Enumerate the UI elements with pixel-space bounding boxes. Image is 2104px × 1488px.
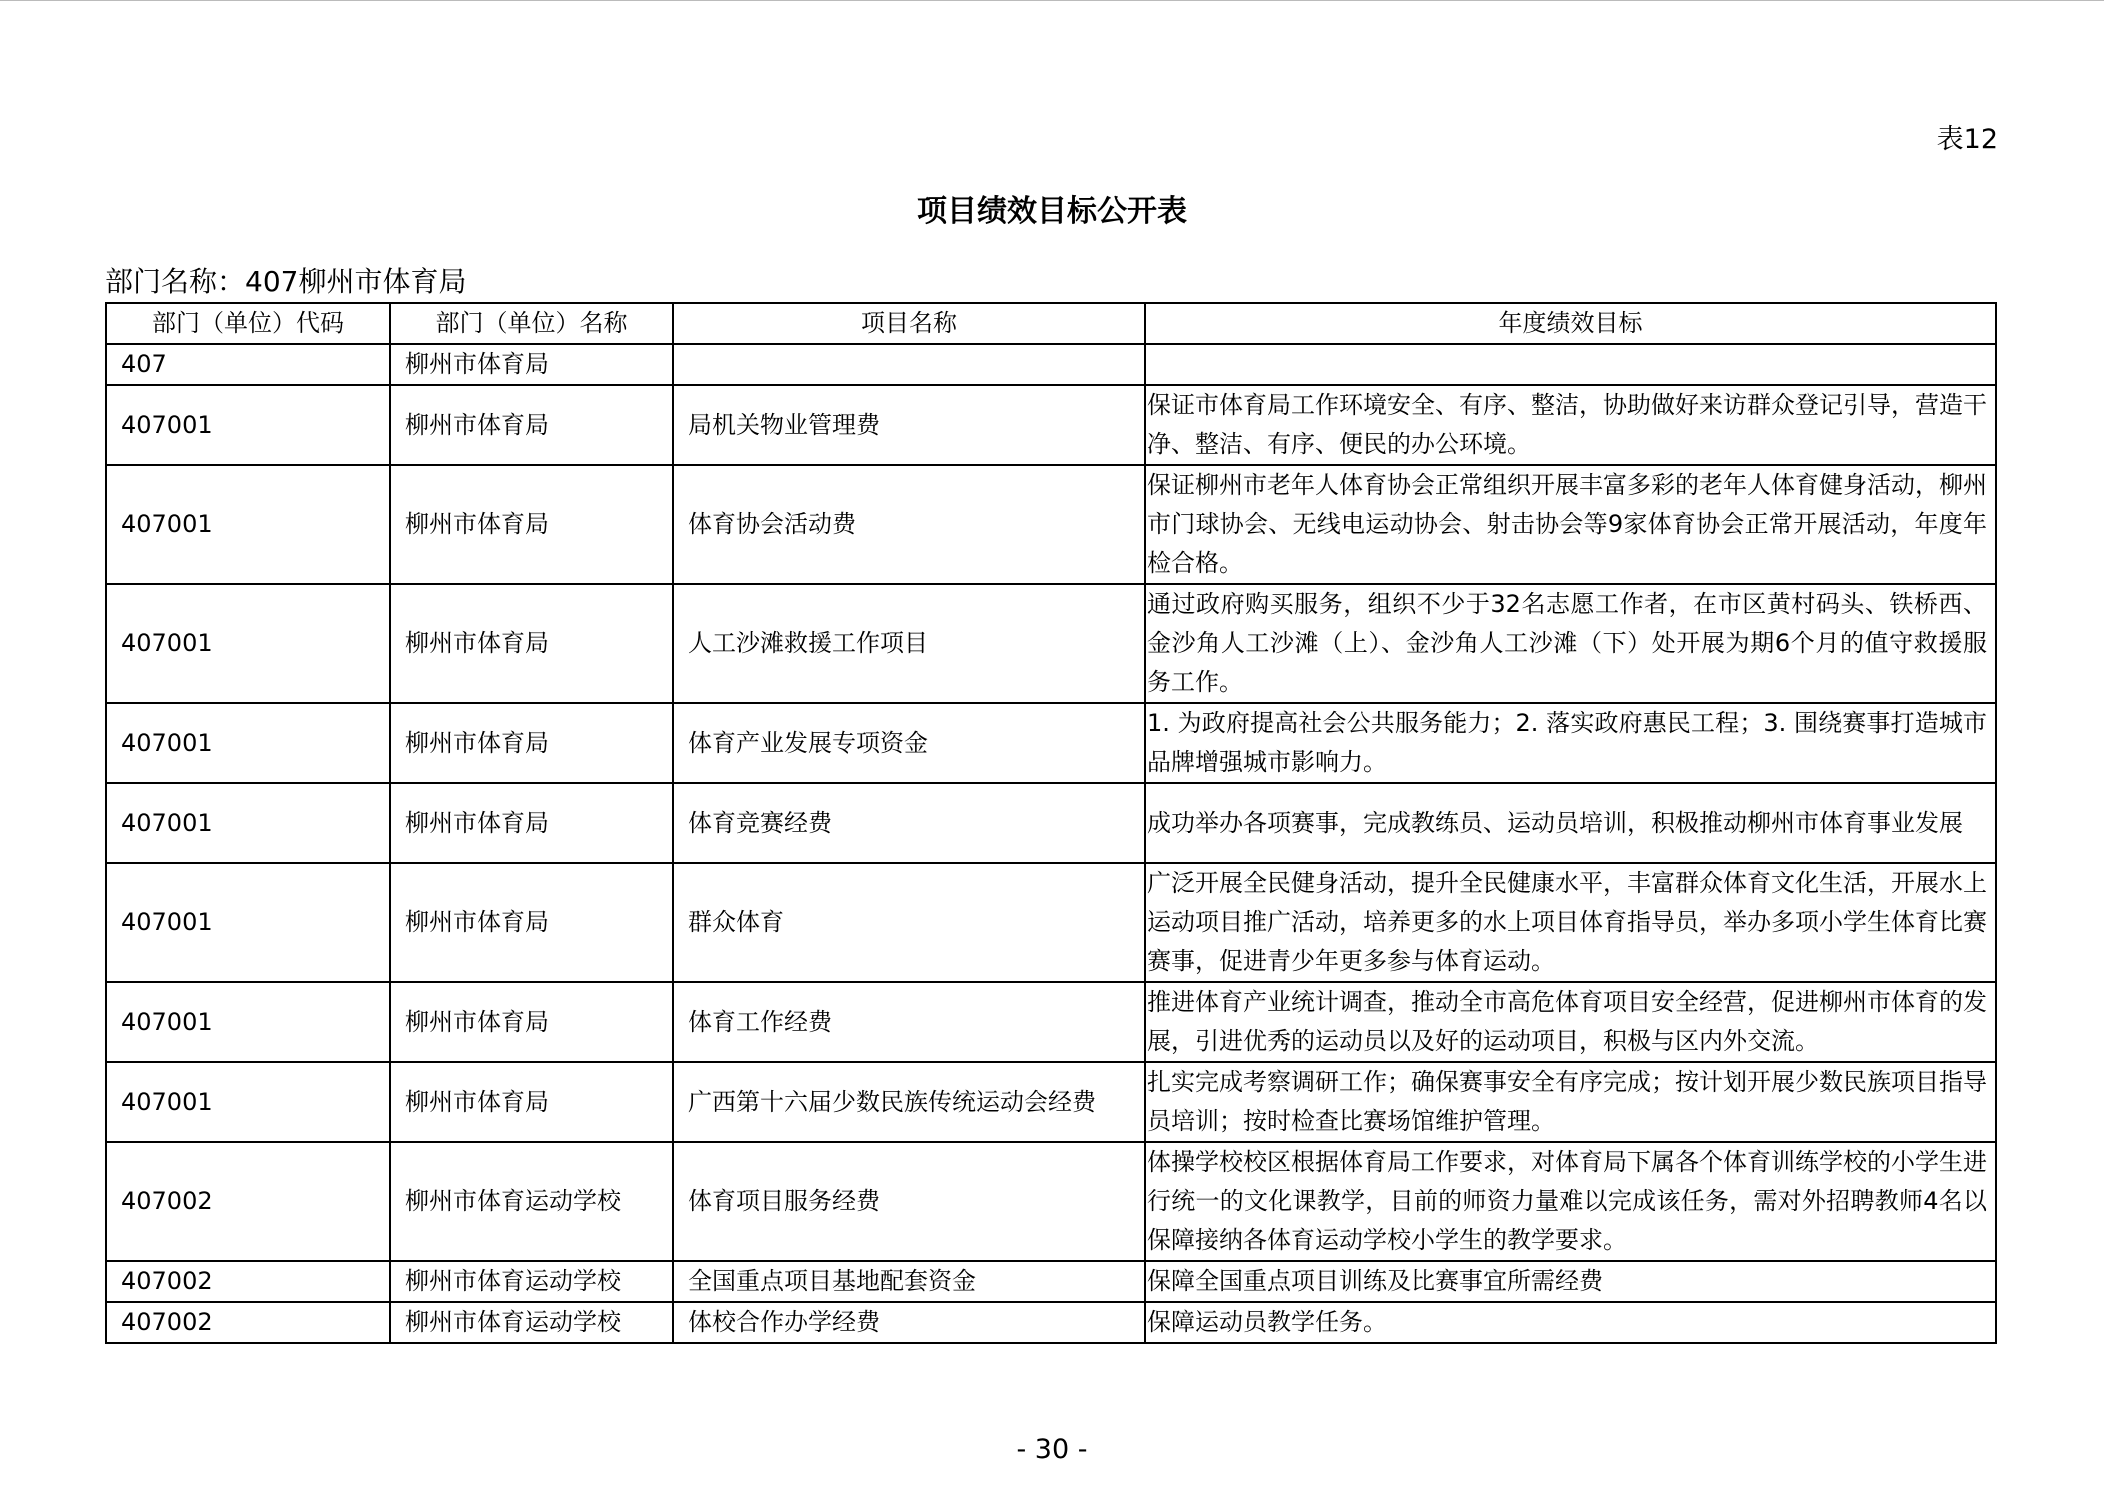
table-row	[106, 1302, 1996, 1343]
project-name-cell: 局机关物业管理费	[673, 385, 1145, 465]
header-dept-name: 部门（单位）名称	[390, 303, 673, 344]
dept-name-cell: 柳州市体育局	[390, 344, 673, 385]
table-row	[106, 584, 1996, 703]
project-name-cell: 群众体育	[673, 863, 1145, 982]
dept-name-cell: 柳州市体育局	[390, 783, 673, 863]
project-name-cell: 人工沙滩救援工作项目	[673, 584, 1145, 703]
annual-goal-cell: 保障运动员教学任务。	[1145, 1302, 1996, 1343]
annual-goal-cell: 通过政府购买服务，组织不少于32名志愿工作者，在市区黄村码头、铁桥西、金沙角人工沙滩（上）、金沙角人工沙滩（下）处开展为期6个月的值守救援服务工作。	[1145, 584, 1996, 703]
annual-goal-cell: 成功举办各项赛事，完成教练员、运动员培训，积极推动柳州市体育事业发展	[1145, 783, 1996, 863]
project-name-cell: 体育协会活动费	[673, 465, 1145, 584]
table-row	[106, 344, 1996, 385]
performance-table	[105, 302, 1997, 1344]
project-name-cell: 体育产业发展专项资金	[673, 703, 1145, 783]
annual-goal-cell: 保证柳州市老年人体育协会正常组织开展丰富多彩的老年人体育健身活动，柳州市门球协会、无线电运动协会、射击协会等9家体育协会正常开展活动，年度年检合格。	[1145, 465, 1996, 584]
dept-code-cell: 407002	[106, 1261, 390, 1302]
dept-code-cell: 407	[106, 344, 390, 385]
project-name-cell: 体育项目服务经费	[673, 1142, 1145, 1261]
page-number: - 30 -	[1016, 1434, 1088, 1465]
table-header-row	[106, 303, 1996, 344]
dept-name-cell: 柳州市体育局	[390, 385, 673, 465]
dept-code-cell: 407002	[106, 1302, 390, 1343]
dept-code-cell: 407002	[106, 1142, 390, 1261]
dept-name-cell: 柳州市体育运动学校	[390, 1261, 673, 1302]
table-row	[106, 1062, 1996, 1142]
dept-name-cell: 柳州市体育运动学校	[390, 1302, 673, 1343]
annual-goal-cell: 1. 为政府提高社会公共服务能力；2. 落实政府惠民工程；3. 围绕赛事打造城市品牌增强城市影响力。	[1145, 703, 1996, 783]
dept-code-cell: 407001	[106, 982, 390, 1062]
dept-code-cell: 407001	[106, 783, 390, 863]
dept-code-cell: 407001	[106, 465, 390, 584]
table-row	[106, 982, 1996, 1062]
page-top-rule	[0, 0, 2104, 1]
table-row	[106, 465, 1996, 584]
project-name-cell: 广西第十六届少数民族传统运动会经费	[673, 1062, 1145, 1142]
table-row	[106, 385, 1996, 465]
dept-name-cell: 柳州市体育局	[390, 863, 673, 982]
dept-name-cell: 柳州市体育局	[390, 465, 673, 584]
department-name: 部门名称：407柳州市体育局	[105, 265, 467, 298]
table-body	[106, 344, 1996, 1343]
table-row	[106, 863, 1996, 982]
dept-name-cell: 柳州市体育局	[390, 982, 673, 1062]
page-title: 项目绩效目标公开表	[917, 194, 1187, 229]
annual-goal-cell: 保障全国重点项目训练及比赛事宜所需经费	[1145, 1261, 1996, 1302]
annual-goal-cell	[1145, 344, 1996, 385]
annual-goal-cell: 保证市体育局工作环境安全、有序、整洁，协助做好来访群众登记引导，营造干净、整洁、有序、便民的办公环境。	[1145, 385, 1996, 465]
table-row	[106, 703, 1996, 783]
dept-name-cell: 柳州市体育局	[390, 584, 673, 703]
project-name-cell: 全国重点项目基地配套资金	[673, 1261, 1145, 1302]
annual-goal-cell: 广泛开展全民健身活动，提升全民健康水平，丰富群众体育文化生活，开展水上运动项目推广活动，培养更多的水上项目体育指导员，举办多项小学生体育比赛赛事，促进青少年更多参与体育运动。	[1145, 863, 1996, 982]
header-dept-code: 部门（单位）代码	[106, 303, 390, 344]
project-name-cell: 体校合作办学经费	[673, 1302, 1145, 1343]
table-number: 表12	[1936, 124, 1998, 155]
project-name-cell	[673, 344, 1145, 385]
dept-code-cell: 407001	[106, 584, 390, 703]
annual-goal-cell: 扎实完成考察调研工作；确保赛事安全有序完成；按计划开展少数民族项目指导员培训；按时检查比赛场馆维护管理。	[1145, 1062, 1996, 1142]
annual-goal-cell: 推进体育产业统计调查，推动全市高危体育项目安全经营，促进柳州市体育的发展，引进优秀的运动员以及好的运动项目，积极与区内外交流。	[1145, 982, 1996, 1062]
header-annual-goal: 年度绩效目标	[1145, 303, 1996, 344]
dept-code-cell: 407001	[106, 703, 390, 783]
dept-code-cell: 407001	[106, 385, 390, 465]
dept-name-cell: 柳州市体育局	[390, 1062, 673, 1142]
header-project-name: 项目名称	[673, 303, 1145, 344]
project-name-cell: 体育竞赛经费	[673, 783, 1145, 863]
dept-code-cell: 407001	[106, 1062, 390, 1142]
project-name-cell: 体育工作经费	[673, 982, 1145, 1062]
dept-name-cell: 柳州市体育运动学校	[390, 1142, 673, 1261]
table-row	[106, 783, 1996, 863]
dept-code-cell: 407001	[106, 863, 390, 982]
table-row	[106, 1142, 1996, 1261]
dept-name-cell: 柳州市体育局	[390, 703, 673, 783]
annual-goal-cell: 体操学校校区根据体育局工作要求，对体育局下属各个体育训练学校的小学生进行统一的文化课教学，目前的师资力量难以完成该任务，需对外招聘教师4名以保障接纳各体育运动学校小学生的教学要求。	[1145, 1142, 1996, 1261]
table-row	[106, 1261, 1996, 1302]
